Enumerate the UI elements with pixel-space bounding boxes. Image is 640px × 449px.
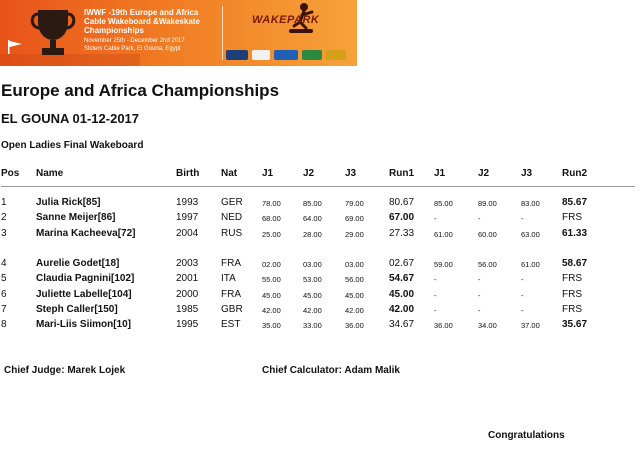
wakepark-logo: WAKEPARK (252, 14, 320, 26)
header-j1b: J1 (434, 168, 446, 179)
cell-pos: 8 (1, 319, 7, 330)
cell-name: Mari-Liis Siimon[10] (36, 319, 132, 330)
header-name: Name (36, 168, 64, 179)
cell-j1: 42.00 (262, 306, 281, 315)
cell-pos: 3 (1, 228, 7, 239)
cell-j3: 56.00 (345, 275, 364, 284)
cell-name: Aurelie Godet[18] (36, 258, 120, 269)
cell-birth: 2003 (176, 258, 199, 269)
header-divider (1, 186, 635, 187)
flag-icon (6, 40, 26, 54)
cell-j1b: - (434, 306, 437, 315)
cell-j3b: 63.00 (521, 230, 540, 239)
cell-j2: 28.00 (303, 230, 322, 239)
banner-text (84, 8, 214, 53)
cell-j3: 79.00 (345, 199, 364, 208)
cell-birth: 1997 (176, 212, 199, 223)
chief-calculator: Chief Calculator: Adam Malik (262, 365, 400, 376)
cell-run1: 54.67 (389, 273, 415, 284)
cell-pos: 6 (1, 289, 7, 300)
sponsor-logo (274, 50, 298, 60)
cell-run2: FRS (562, 304, 582, 315)
cell-run1: 67.00 (389, 212, 415, 223)
event-banner (0, 0, 357, 66)
location-date: EL GOUNA 01-12-2017 (1, 111, 140, 126)
header-nat: Nat (221, 168, 238, 179)
cell-run1: 02.67 (389, 258, 415, 269)
header-j3b: J3 (521, 168, 533, 179)
cell-j2b: 60.00 (478, 230, 497, 239)
cell-name: Juliette Labelle[104] (36, 289, 132, 300)
category-title: Open Ladies Final Wakeboard (1, 140, 144, 151)
cell-run1: 45.00 (389, 289, 415, 300)
cell-run2: 85.67 (562, 197, 588, 208)
header-birth: Birth (176, 168, 200, 179)
cell-j3b: - (521, 306, 524, 315)
cell-run2: FRS (562, 273, 582, 284)
trophy-icon (30, 6, 76, 58)
cell-j2: 42.00 (303, 306, 322, 315)
header-j1: J1 (262, 168, 274, 179)
cell-run2: 61.33 (562, 228, 588, 239)
cell-name: Julia Rick[85] (36, 197, 101, 208)
cell-j2b: - (478, 291, 481, 300)
cell-run1: 42.00 (389, 304, 415, 315)
cell-birth: 2000 (176, 289, 199, 300)
sponsor-logos (226, 48, 354, 62)
sponsor-logo (326, 50, 346, 60)
cell-run1: 34.67 (389, 319, 415, 330)
cell-j1: 02.00 (262, 260, 281, 269)
cell-j3b: 83.00 (521, 199, 540, 208)
cell-j1b: - (434, 275, 437, 284)
cell-j3b: - (521, 291, 524, 300)
cell-j1b: 61.00 (434, 230, 453, 239)
cell-j2: 85.00 (303, 199, 322, 208)
header-pos: Pos (1, 168, 20, 179)
cell-j1b: 59.00 (434, 260, 453, 269)
header-j2: J2 (303, 168, 315, 179)
cell-nat: NED (221, 212, 243, 223)
page-title: Europe and Africa Championships (1, 81, 280, 100)
banner-venue: Sliders Cable Park, El Gouna, Egypt (84, 46, 181, 52)
cell-j2b: 89.00 (478, 199, 497, 208)
cell-birth: 1995 (176, 319, 199, 330)
cell-j3: 45.00 (345, 291, 364, 300)
chief-judge: Chief Judge: Marek Lojek (4, 365, 126, 376)
cell-j2: 64.00 (303, 214, 322, 223)
cell-birth: 1985 (176, 304, 199, 315)
cell-j2: 53.00 (303, 275, 322, 284)
cell-j1b: 85.00 (434, 199, 453, 208)
cell-run2: 35.67 (562, 319, 588, 330)
cell-pos: 4 (1, 258, 7, 269)
cell-birth: 1993 (176, 197, 199, 208)
cell-run1: 27.33 (389, 228, 415, 239)
cell-name: Claudia Pagnini[102] (36, 273, 135, 284)
cell-pos: 2 (1, 212, 7, 223)
cell-j1b: - (434, 214, 437, 223)
cell-j2: 45.00 (303, 291, 322, 300)
cell-run2: 58.67 (562, 258, 588, 269)
cell-j3b: 37.00 (521, 321, 540, 330)
cell-j3: 29.00 (345, 230, 364, 239)
cell-j1: 45.00 (262, 291, 281, 300)
cell-j2b: - (478, 214, 481, 223)
cell-j3: 69.00 (345, 214, 364, 223)
cell-j1: 68.00 (262, 214, 281, 223)
cell-birth: 2001 (176, 273, 199, 284)
header-j2b: J2 (478, 168, 490, 179)
banner-divider (222, 6, 223, 60)
cell-j1: 55.00 (262, 275, 281, 284)
cell-j1: 35.00 (262, 321, 281, 330)
cell-birth: 2004 (176, 228, 199, 239)
banner-dates: November 25th - December 2nd 2017 (84, 38, 185, 44)
sponsor-logo (226, 50, 248, 60)
header-run2: Run2 (562, 168, 587, 179)
cell-j2b: - (478, 275, 481, 284)
cell-pos: 1 (1, 197, 7, 208)
congratulations-text: Congratulations (488, 430, 565, 441)
cell-j1: 78.00 (262, 199, 281, 208)
cell-j1b: - (434, 291, 437, 300)
cell-j3: 03.00 (345, 260, 364, 269)
cell-run2: FRS (562, 289, 582, 300)
cell-nat: RUS (221, 228, 243, 239)
cell-nat: FRA (221, 289, 241, 300)
cell-nat: EST (221, 319, 241, 330)
cell-run1: 80.67 (389, 197, 415, 208)
cell-j3b: - (521, 275, 524, 284)
cell-j3: 36.00 (345, 321, 364, 330)
cell-j2: 03.00 (303, 260, 322, 269)
cell-j3b: - (521, 214, 524, 223)
cell-nat: GER (221, 197, 243, 208)
cell-j2b: 56.00 (478, 260, 497, 269)
header-run1: Run1 (389, 168, 414, 179)
cell-j2b: 34.00 (478, 321, 497, 330)
cell-name: Steph Caller[150] (36, 304, 118, 315)
sponsor-logo (302, 50, 322, 60)
cell-nat: GBR (221, 304, 243, 315)
cell-run2: FRS (562, 212, 582, 223)
cell-nat: ITA (221, 273, 236, 284)
cell-j3b: 61.00 (521, 260, 540, 269)
sponsor-logo (252, 50, 270, 60)
banner-title: IWWF -19th Europe and Africa Cable Wakeboard &Wakeskate Championships (84, 8, 200, 35)
cell-pos: 7 (1, 304, 7, 315)
cell-name: Sanne Meijer[86] (36, 212, 116, 223)
cell-nat: FRA (221, 258, 241, 269)
header-j3: J3 (345, 168, 357, 179)
cell-j1b: 36.00 (434, 321, 453, 330)
cell-j2: 33.00 (303, 321, 322, 330)
cell-pos: 5 (1, 273, 7, 284)
cell-name: Marina Kacheeva[72] (36, 228, 136, 239)
cell-j1: 25.00 (262, 230, 281, 239)
cell-j3: 42.00 (345, 306, 364, 315)
cell-j2b: - (478, 306, 481, 315)
